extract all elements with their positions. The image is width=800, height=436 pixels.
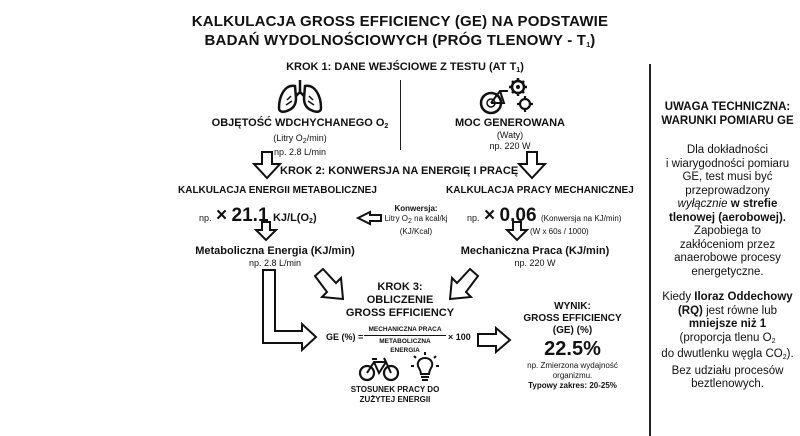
ge-formula: GE (%) = MECHANICZNA PRACA METABOLICZNA ENERGIA × 100: [326, 326, 471, 354]
sidebar-note: UWAGA TECHNICZNA: WARUNKI POMIARU GE Dla dokładności i wiarygodności pomiaru GE, test musi być przeprowadzony wyłącznie w strefie tlenowej (aerobowej). Zapobiega to zakłóceniom przez anaerobowe procesy energetyczne. Kiedy Iloraz Oddechowy (RQ) jest równe lub mniejsze niż 1 (proporcja tlenu $O_2$ do dwutlenku węgla $CO_2$). Bez udziału procesów beztlenowych.: [661, 101, 794, 390]
mechanical-formula: (W x 60s / 1000): [530, 227, 589, 236]
left-input: OBJĘTOŚĆ WDCHYCHANEGO $O_2$ (Litry $O_2/\min$) np. 2.8 L/min: [211, 117, 389, 157]
metabolic-conversion: Konwersja: Litry $O_2$ na kcal/kj (KJ/Kcal): [384, 204, 448, 236]
right-input: MOC GENEROWANA (Waty) np. 220 W: [455, 117, 565, 151]
mechanical-factor: np. × 0.06 (Konwersja na KJ/min): [467, 205, 622, 226]
arrow-down-icon: [254, 152, 280, 178]
metabolic-result: Metaboliczna Energia (KJ/min) np. 2.8 L/min: [195, 245, 355, 268]
arrow-right-icon: [263, 270, 316, 350]
mechanical-result: Mechaniczna Praca (KJ/min) np. 220 W: [460, 245, 610, 268]
lightbulb-icon: [410, 351, 440, 383]
arrow-right-icon: [478, 328, 510, 352]
metabolic-factor: np. × 21.1 $KJ/L(O_2)$: [199, 205, 317, 226]
step2-label: KROK 2: KONWERSJA NA ENERGIĘ I PRACĘ: [280, 165, 519, 177]
fraction-bar: [364, 335, 446, 336]
step1-label: KROK 1: DANE WEJŚCIOWE Z TESTU (AT $T_1$): [286, 61, 524, 74]
formula-fraction: MECHANICZNA PRACA METABOLICZNA ENERGIA: [364, 325, 446, 355]
page-title: KALKULACJA GROSS EFFICIENCY (GE) NA PODSTAWIE BADAŃ WYDOLNOŚCIOWYCH (PRÓG TLENOWY - $T_1$): [191, 13, 609, 49]
step3-label: KROK 3: OBLICZENIE GROSS EFFICIENCY: [345, 281, 455, 319]
arrow-right-icon: [315, 269, 343, 299]
metabolic-title: KALKULACJA ENERGII METABOLICZNEJ: [178, 185, 377, 196]
result-block: WYNIK: GROSS EFFICIENCY (GE) (%) 22.5% np. Zmierzona wydajność organizmu. Typowy zakres: 20-25%: [510, 301, 635, 391]
result-value: 22.5%: [544, 338, 601, 360]
mechanical-title: KALKULACJA PRACY MECHANICZNEJ: [446, 185, 634, 196]
ratio-caption: STOSUNEK PRACY DO ZUŻYTEJ ENERGII: [350, 385, 440, 404]
bicycle-icon: [358, 356, 400, 382]
